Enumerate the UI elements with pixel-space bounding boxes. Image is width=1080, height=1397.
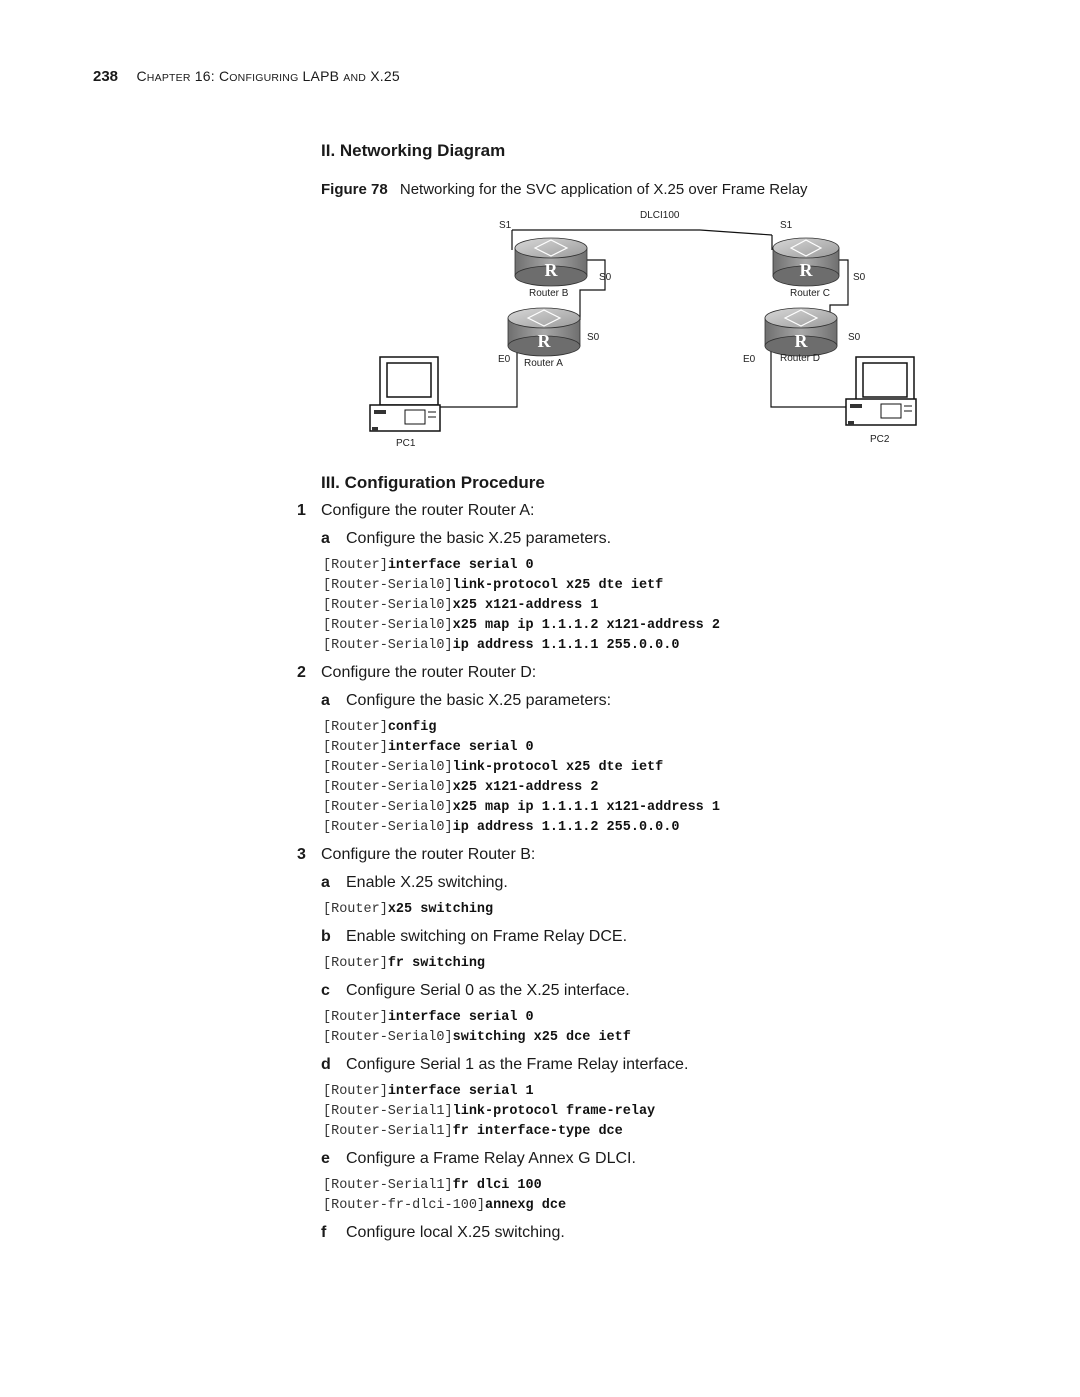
substep-text: Enable switching on Frame Relay DCE.	[346, 928, 628, 945]
code-line	[323, 636, 1037, 656]
code-prompt: [Router-Serial0]	[323, 638, 453, 653]
substep-text: Configure the basic X.25 parameters:	[346, 692, 612, 709]
substep-text: Configure Serial 1 as the Frame Relay interface.	[346, 1056, 689, 1073]
code-command: interface serial 1	[387, 1084, 534, 1099]
router-d-glyph: R	[794, 331, 808, 351]
code-command: switching x25 dce ietf	[452, 1030, 631, 1045]
code-command: fr interface-type dce	[452, 1124, 623, 1139]
label-s0-router-a: S0	[587, 332, 600, 343]
networking-diagram	[360, 205, 930, 455]
page-number: 238	[93, 68, 119, 85]
code-prompt: [Router-Serial0]	[323, 820, 453, 835]
label-s1-right: S1	[780, 220, 793, 231]
code-block	[323, 556, 1037, 656]
step-1	[297, 502, 1037, 520]
label-pc2: PC2	[870, 434, 890, 445]
substep-letter: c	[321, 982, 330, 999]
label-s0-router-d: S0	[848, 332, 861, 343]
substep-letter: e	[321, 1150, 330, 1167]
code-command: ip address 1.1.1.1 255.0.0.0	[452, 638, 680, 653]
code-line	[323, 556, 1037, 576]
substep-letter: a	[321, 530, 330, 547]
router-d	[765, 308, 837, 356]
substep-text: Configure Serial 0 as the X.25 interface.	[346, 982, 630, 999]
pc1-computer	[370, 357, 440, 431]
code-line	[323, 1102, 1037, 1122]
code-prompt: [Router]	[323, 558, 388, 573]
code-line	[323, 1176, 1037, 1196]
label-e0-router-d: E0	[743, 354, 756, 365]
step-text: Configure the router Router D:	[321, 664, 537, 681]
code-line	[323, 900, 1037, 920]
code-block	[323, 954, 1037, 974]
label-router-b: Router B	[529, 288, 569, 299]
code-command: link-protocol x25 dte ietf	[452, 578, 664, 593]
code-command: fr dlci 100	[452, 1178, 542, 1193]
code-prompt: [Router]	[323, 902, 388, 917]
step-3	[297, 846, 1037, 864]
code-line	[323, 1122, 1037, 1142]
code-prompt: [Router-Serial0]	[323, 760, 453, 775]
code-block	[323, 1082, 1037, 1142]
figure-caption	[321, 181, 808, 198]
code-command: interface serial 0	[387, 1010, 534, 1025]
code-command: link-protocol frame-relay	[452, 1104, 656, 1119]
substep-text: Configure a Frame Relay Annex G DLCI.	[346, 1150, 636, 1167]
code-prompt: [Router]	[323, 1084, 388, 1099]
code-prompt: [Router-Serial0]	[323, 800, 453, 815]
code-line	[323, 1028, 1037, 1048]
code-line	[323, 818, 1037, 838]
label-s0-router-c: S0	[853, 272, 866, 283]
label-dlci: DLCI100	[640, 210, 680, 221]
figure-label: Figure 78	[321, 181, 388, 198]
substep-e	[321, 1150, 1037, 1168]
label-pc1: PC1	[396, 438, 416, 449]
substep-text: Enable X.25 switching.	[346, 874, 508, 891]
code-line	[323, 778, 1037, 798]
substep-letter: d	[321, 1056, 331, 1073]
label-s1-left: S1	[499, 220, 512, 231]
frame-relay-top-right	[700, 230, 772, 235]
code-prompt: [Router]	[323, 1010, 388, 1025]
code-command: x25 x121-address 1	[452, 598, 599, 613]
configuration-procedure	[297, 502, 1037, 1250]
router-c-glyph: R	[799, 260, 813, 280]
label-e0-router-a: E0	[498, 354, 511, 365]
chapter-title: CHAPTER 16: CONFIGURING LAPB AND X.25	[136, 68, 400, 84]
router-a	[508, 308, 580, 356]
code-line	[323, 576, 1037, 596]
substep-c	[321, 982, 1037, 1000]
code-line	[323, 596, 1037, 616]
step-2	[297, 664, 1037, 682]
code-prompt: [Router-Serial0]	[323, 578, 453, 593]
code-block	[323, 1176, 1037, 1216]
label-router-c: Router C	[790, 288, 831, 299]
step-number: 2	[297, 664, 306, 681]
code-prompt: [Router-Serial0]	[323, 1030, 453, 1045]
running-header	[93, 68, 400, 86]
figure-caption-text: Networking for the SVC application of X.25 over Frame Relay	[399, 181, 808, 198]
code-command: interface serial 0	[387, 558, 534, 573]
substep-d	[321, 1056, 1037, 1074]
substep-a	[321, 692, 1037, 710]
router-b	[515, 238, 587, 286]
code-command: link-protocol x25 dte ietf	[452, 760, 664, 775]
section-heading-config: III. Configuration Procedure	[321, 473, 545, 492]
substep-letter: a	[321, 692, 330, 709]
step-text: Configure the router Router A:	[321, 502, 535, 519]
code-line	[323, 738, 1037, 758]
section-heading-diagram: II. Networking Diagram	[321, 141, 506, 160]
code-command: ip address 1.1.1.2 255.0.0.0	[452, 820, 680, 835]
label-s0-router-b: S0	[599, 272, 612, 283]
code-prompt: [Router-Serial1]	[323, 1178, 453, 1193]
code-prompt: [Router-Serial0]	[323, 598, 453, 613]
code-line	[323, 1008, 1037, 1028]
step-text: Configure the router Router B:	[321, 846, 536, 863]
code-line	[323, 616, 1037, 636]
router-a-glyph: R	[537, 331, 551, 351]
code-line	[323, 954, 1037, 974]
step-number: 1	[297, 502, 306, 519]
code-block	[323, 718, 1037, 838]
substep-text: Configure local X.25 switching.	[346, 1224, 565, 1241]
code-command: interface serial 0	[387, 740, 534, 755]
code-line	[323, 758, 1037, 778]
code-command: x25 map ip 1.1.1.1 x121-address 1	[452, 800, 720, 815]
code-block	[323, 1008, 1037, 1048]
pc2-computer	[846, 357, 916, 425]
code-command: annexg dce	[485, 1198, 567, 1213]
code-command: x25 x121-address 2	[452, 780, 599, 795]
substep-a	[321, 874, 1037, 892]
substep-letter: f	[321, 1224, 327, 1241]
substep-a	[321, 530, 1037, 548]
code-line	[323, 1082, 1037, 1102]
substep-f	[321, 1224, 1037, 1242]
code-prompt: [Router-Serial0]	[323, 780, 453, 795]
code-block	[323, 900, 1037, 920]
code-prompt: [Router-Serial0]	[323, 618, 453, 633]
substep-letter: a	[321, 874, 330, 891]
router-b-glyph: R	[544, 260, 558, 280]
code-prompt: [Router]	[323, 740, 388, 755]
code-line	[323, 798, 1037, 818]
code-prompt: [Router-fr-dlci-100]	[323, 1198, 486, 1213]
code-prompt: [Router]	[323, 956, 388, 971]
code-line	[323, 1196, 1037, 1216]
label-router-a: Router A	[524, 358, 563, 369]
code-command: x25 map ip 1.1.1.2 x121-address 2	[452, 618, 720, 633]
code-command: fr switching	[387, 956, 486, 971]
substep-letter: b	[321, 928, 331, 945]
substep-b	[321, 928, 1037, 946]
code-prompt: [Router-Serial1]	[323, 1104, 453, 1119]
router-c	[773, 238, 839, 286]
code-command: config	[387, 720, 437, 735]
code-prompt: [Router-Serial1]	[323, 1124, 453, 1139]
code-prompt: [Router]	[323, 720, 388, 735]
code-command: x25 switching	[387, 902, 494, 917]
step-number: 3	[297, 846, 306, 863]
code-line	[323, 718, 1037, 738]
substep-text: Configure the basic X.25 parameters.	[346, 530, 612, 547]
label-router-d: Router D	[780, 353, 821, 364]
